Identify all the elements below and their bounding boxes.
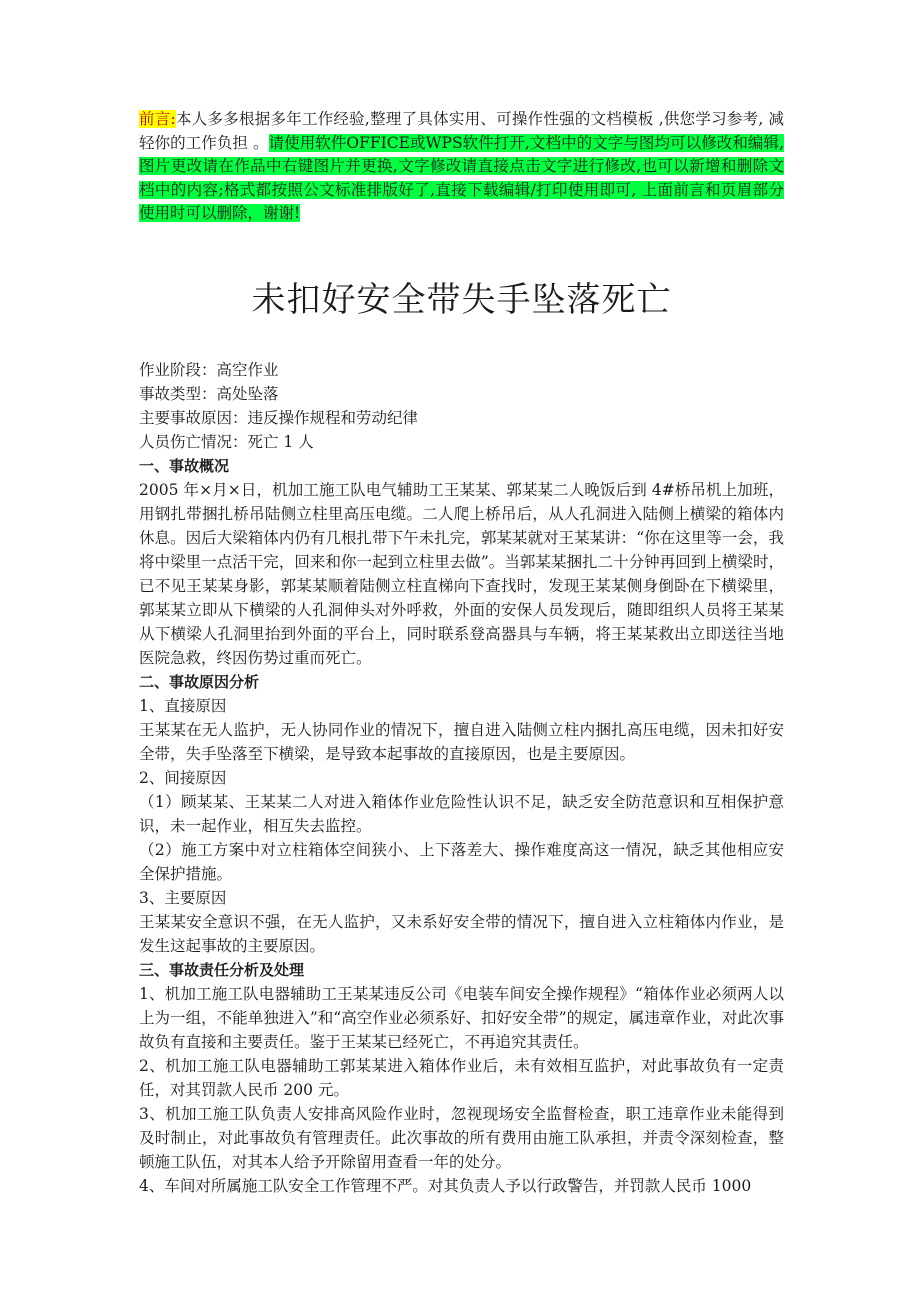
preface-paragraph	[139, 108, 784, 226]
subheading-direct-cause: 1、直接原因	[139, 696, 227, 715]
responsibility-item-1: 1、机加工施工队电器辅助工王某某违反公司《电装车间安全操作规程》“箱体作业必须两人以上为一组，不能单独进入”和“高空作业必须系好、扣好安全带”的规定，属违章作业，对此次事故负有直接和主要责任。鉴于王某某已经死亡，不再追究其责任。	[139, 984, 784, 1051]
meta-work-stage: 作业阶段：高空作业	[139, 360, 279, 379]
direct-cause-paragraph: 王某某在无人监护，无人协同作业的情况下，擅自进入陆侧立柱内捆扎高压电缆，因未扣好安全带，失手坠落至下横梁，是导致本起事故的直接原因，也是主要原因。	[139, 720, 784, 763]
overview-paragraph: 2005 年×月×日，机加工施工队电气辅助工王某某、郭某某二人晚饭后到 4#桥吊机上加班，用钢扎带捆扎桥吊陆侧立柱里高压电缆。二人爬上桥吊后，从人孔洞进入陆侧上横梁的箱体内休息。因后大梁箱体内仍有几根扎带下午未扎完，郭某某就对王某某讲：“你在这里等一会，我将中梁里一点活干完，回来和你一起到立柱里去做”。当郭某某捆扎二十分钟再回到上横梁时，已不见王某某身影，郭某某顺着陆侧立柱直梯向下查找时，发现王某某侧身倒卧在下横梁里，郭某某立即从下横梁的人孔洞伸头对外呼救，外面的安保人员发现后，随即组织人员将王某某从下横梁人孔洞里抬到外面的平台上，同时联系登高器具与车辆，将王某某救出立即送往当地医院急救，终因伤势过重而死亡。	[139, 480, 784, 667]
document-page	[139, 108, 784, 1198]
indirect-cause-item-2: （2）施工方案中对立柱箱体空间狭小、上下落差大、操作难度高这一情况，缺乏其他相应安全保护措施。	[139, 840, 784, 883]
meta-main-cause: 主要事故原因：违反操作规程和劳动纪律	[139, 408, 419, 427]
responsibility-item-3: 3、机加工施工队负责人安排高风险作业时，忽视现场安全监督检查，职工违章作业未能得到及时制止，对此事故负有管理责任。此次事故的所有费用由施工队承担，并责令深刻检查，整顿施工队伍，对其本人给予开除留用查看一年的处分。	[139, 1104, 784, 1171]
meta-accident-type: 事故类型：高处坠落	[139, 384, 279, 403]
section-heading-responsibility: 三、事故责任分析及处理	[139, 960, 305, 979]
meta-casualties: 人员伤亡情况：死亡 1 人	[139, 432, 314, 451]
section-heading-overview: 一、事故概况	[139, 456, 230, 475]
document-title: 未扣好安全带失手坠落死亡	[251, 279, 672, 320]
responsibility-item-2: 2、机加工施工队电器辅助工郭某某进入箱体作业后，未有效相互监护，对此事故负有一定责任，对其罚款人民币 200 元。	[139, 1056, 784, 1099]
subheading-main-cause: 3、主要原因	[139, 888, 227, 907]
subheading-indirect-cause: 2、间接原因	[139, 768, 227, 787]
preface-instructions: 请使用软件OFFICE或WPS软件打开,文档中的文字与图均可以修改和编辑,图片更改请在作品中右键图片并更换,文字修改请直接点击文字进行修改,也可以新增和删除文档中的内容;格式都按照公文标准排版好了,直接下载编辑/打印使用即可, 上面前言和页眉部分使用时可以删除，谢谢!	[139, 133, 784, 222]
main-cause-paragraph: 王某某安全意识不强，在无人监护，又未系好安全带的情况下，擅自进入立柱箱体内作业，是发生这起事故的主要原因。	[139, 912, 784, 955]
preface-label: 前言:	[139, 110, 176, 128]
section-heading-cause-analysis: 二、事故原因分析	[139, 672, 260, 691]
preface-text: 本人多多根据多年工作经验,整理了具体实用、可操作性强的文档模板 ,供您学习参考, 减轻你的工作负担 。	[139, 110, 784, 152]
indirect-cause-item-1: （1）顾某某、王某某二人对进入箱体作业危险性认识不足，缺乏安全防范意识和互相保护意识，未一起作业，相互失去监控。	[139, 792, 784, 835]
responsibility-item-4: 4、车间对所属施工队安全工作管理不严。对其负责人予以行政警告，并罚款人民币 1000	[139, 1176, 752, 1195]
